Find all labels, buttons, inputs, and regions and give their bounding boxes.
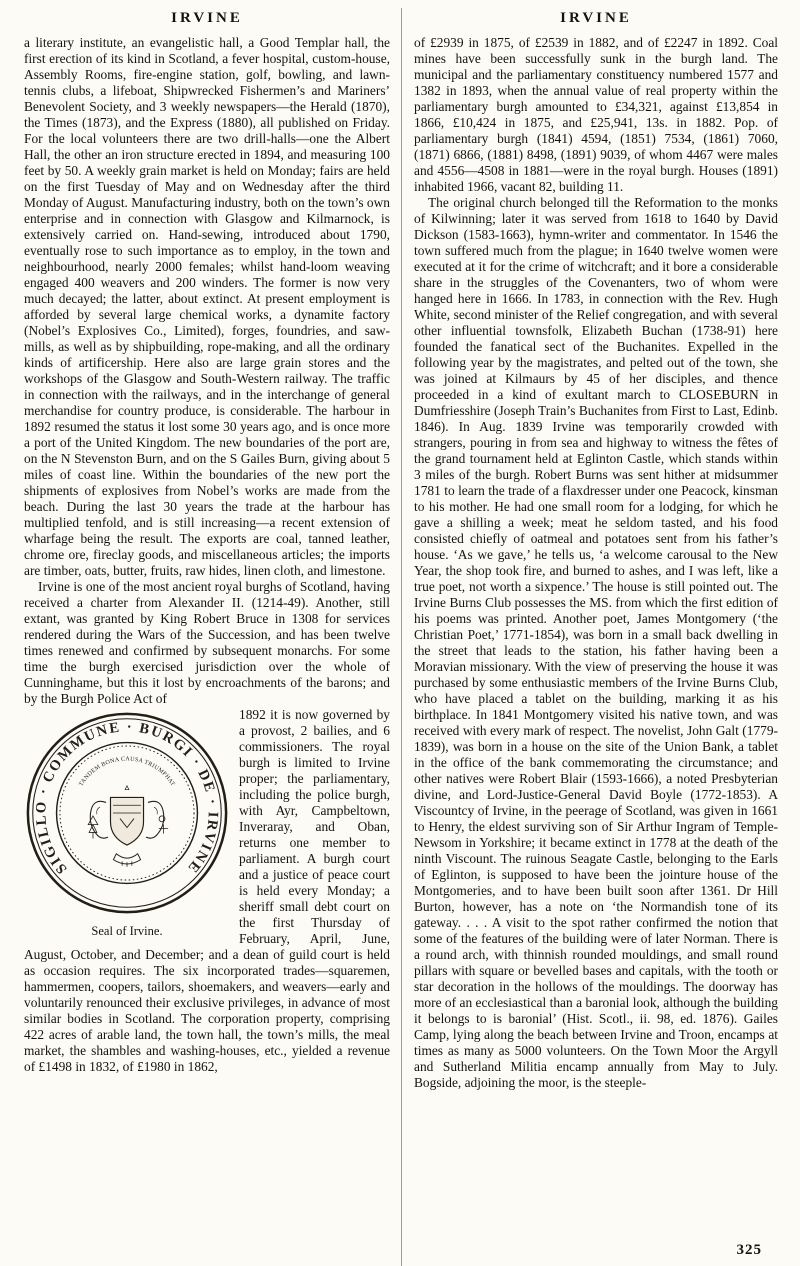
left-paragraph-1: a literary institute, an evangelistic hall, a Good Templar hall, the first erection of its kind in Scotland, a fever hospital, custom-house, Assembly Rooms, fire-engine station, golf, bowling, and lawn-tennis clubs, a lifeboat, Shipwrecked Fishermen’s and Mariners’ Benevolent Society, and 3 weekly newspapers—the Herald (1870), the Times (1873), and the Express (1880), all published on Friday. For the local volunteers there are two drill-halls—one the Albert Hall, the other an iron structure erected in 1894, and measuring 100 feet by 50. A weekly grain market is held on Monday; fairs are held on the first Tuesday of May and on Wednesday after the third Monday of August. Manufacturing industry, both on the town’s own enterprise and in connection with Glasgow and Kilmarnock, is extensively carried on. Hand-sewing, introduced about 1790, eventually rose to such importance as to employ, in the town and neighbourhood, nearly 2000 females; whilst hand-loom weaving engaged 400 weavers and 200 winders. The former is now very much decayed; the latter, about extinct. At present employment is afforded by several large chemical works, a dynamite factory (Nobel’s Explosives Co., Limited), forges, foundries, and saw-mills, as well as by shipbuilding, rope-making, and all the ordinary kinds of artificership. Here also are large grain stores and the workshops of the Glasgow and South-Western railway. The traffic in connection with the railways, and in the interchange of general merchandise for country produce, is considerable. The harbour in 1892 resumed the status it lost some 30 years ago, and is once more a port of the United Kingdom. The new boundaries of the port are, on the N Stevenston Burn, and on the S Gailes Burn, giving about 5 miles of coast line. Within the boundaries of the new port the shipments of explosives from Nobel’s works are made from the beach. During the last 30 years the trade at the harbour has multiplied tenfold, and is still increasing—a recent extension of wharfage being the result. The exports are coal, tanned leather, chrome ore, fireclay goods, and miscellaneous articles; the imports are timber, oats, butter, fruits, raw hides, linen cloth, and limestone. <box>24 35 390 578</box>
left-paragraph-2-continued: 1892 it is now governed by a provost, 2 bailies, and 6 commissioners. The royal burgh is limited to Irvine proper; the parliamentary, including the police burgh, with Ayr, Campbeltown, Inveraray, and Oban, returns one member to parliament. A burgh court and a justice of peace court is held every Monday; a sheriff small debt court on the first Thursday of February, April, June, August, October, and December; and a dean of guild court is held as occasion requires. The six incorporated trades—squaremen, hammermen, coopers, tailors, shoemakers, and weavers—early and voluntarily renounced their exclusive privileges, in advance of most similar bodies in Scotland. The corporation property, comprising 422 acres of arable land, the town hall, the town’s mills, the meal market, the shambles and washing-houses, etc., yielded a revenue of £1498 in 1832, of £1980 in 1862, <box>24 707 390 1074</box>
right-paragraph-1: of £2939 in 1875, of £2539 in 1882, and of £2247 in 1892. Coal mines have been successfully sunk in the burgh land. The municipal and the parliamentary constituency numbered 1577 and 1382 in 1893, when the annual value of real property within the parliamentary burgh amounted to £34,321, against £13,854 in 1866, £10,424 in 1875, and £25,941, 13s. in 1882. Pop. of parliamentary burgh (1841) 4594, (1851) 7534, (1861) 7060, (1871) 6866, (1881) 8498, (1891) 9039, of whom 4467 were males and 4556—4508 in 1881—were in the royal burgh. Houses (1891) inhabited 1966, vacant 82, building 11. <box>414 35 778 194</box>
page-number: 325 <box>736 1242 762 1258</box>
left-paragraph-2-start: Irvine is one of the most ancient royal burghs of Scotland, having received a charter from Alexander II. (1214-49). Another, still extant, was granted by King Robert Bruce in 1308 for services rendered during the Wars of the Succession, and has been twelve times renewed and confirmed by subsequent monarchs. For some time the burgh exercised jurisdiction over the whole of Cunninghame, but this it lost by encroachments of the barons; and by the Burgh Police Act of <box>24 579 390 706</box>
left-column <box>24 8 401 1266</box>
burgh-seal <box>24 710 230 939</box>
seal-wrap-region <box>24 707 390 1075</box>
seal-emblem <box>88 786 168 867</box>
seal-caption: Seal of Irvine. <box>91 924 163 938</box>
burgh-seal-image <box>24 710 230 916</box>
right-running-head: IRVINE <box>560 10 632 26</box>
seal-legend-text: SIGILLO · COMMUNE · BURGI · DE · IRVINE <box>33 719 221 877</box>
left-running-head: IRVINE <box>171 10 243 26</box>
svg-text:TANDEM BONA CAUSA TRIUMPHAT <box>78 756 175 787</box>
seal-motto-text: TANDEM BONA CAUSA TRIUMPHAT <box>78 756 176 788</box>
right-paragraph-2: The original church belonged till the Reformation to the monks of Kilwinning; later it was served from 1618 to 1640 by David Dickson (1583-1663), hymn-writer and commentator. In 1546 the town suffered much from the plague; in 1640 twelve women were executed at it for the crime of witchcraft; and it bore a considerable share in the struggles of the Covenanters, two of whom were hanged here in 1666. In 1783, in connection with the Rev. Hugh White, second minister of the Relief congregation, and with several other influential townsfolk, Elizabeth Buchan (1738-91) here founded the fanatical sect of the Buchanites. Expelled in the following year by the magistrates, and pelted out of the town, she was joined at Kilmaurs by 45 of her disciples, and thence proceeded in a kind of exultant march to CLOSEBURN in Dumfriesshire (Joseph Train’s Buchanites from First to Last, Edinb. 1846). In Aug. 1839 Irvine was temporarily crowded with strangers, pouring in from sea and highway to witness the fêtes of the grand tournament held at Eglinton Castle, which stands within 3 miles of the burgh. Robert Burns was sent hither at midsummer 1781 to learn the trade of a flaxdresser under one Peacock, kinsman to his mother. He had one small room for a lodging, for which he gave a shilling a week; meat he seldom tasted, and his food consisted chiefly of oatmeal and potatoes sent from his father’s house. ‘As we gave,’ he tells us, ‘a welcome carousal to the New Year, the shop took fire, and burned to ashes, and I was left, like a true poet, not worth a sixpence.’ The house is still pointed out. The Irvine Burns Club possesses the MS. from which the first edition of his poems was printed. Another poet, James Montgomery (‘the Christian Poet,’ 1771-1854), was born in a small back dwelling in the street that leads to the station, his father having been a Moravian missionary. With the view of preserving the house it was purchased by some enthusiastic members of the Irvine Burns Club, who have placed a tablet on the building, marking it as his birthplace. In 1841 Montgomery visited his native town, and was received with every mark of respect. The novelist, John Galt (1779-1839), was born in a house on the site of the Union Bank, a tablet in the office of the bank commemorating the circumstance; and other natives were Robert Blair (1593-1666), a noted Presbyterian divine, and Lord-Justice-General David Boyle (1772-1853). A Viscountcy of Irvine, in the peerage of Scotland, was given in 1661 to Henry, the eldest surviving son of Sir Arthur Ingram of Temple-Newsom in Yorkshire; it became extinct in 1778 at the death of the ninth Viscount. The ruinous Seagate Castle, belonging to the Earls of Eglinton, is supposed to have been the jointure house of the Montgomeries, and to have been built soon after 1361. Dr Hill Burton, however, has a note on ‘the Normandish tone of its gateway. . . . A visit to the spot rather confirmed the notion that some of the features of the building were of later Norman. There is a round arch, with thinnish rounded mouldings, and small round pillars with square or bevelled bases and capitals, with the tooth or star decoration in the hollows of the mouldings. The doorway has more of an ecclesiastical than a baronial look, although the building it belongs to is baronial’ (Hist. Scotl., ii. 98, ed. 1876). Gailes Camp, lying along the beach between Irvine and Troon, encamps at times as many as 5000 volunteers. On the Town Moor the Argyll and Sutherland Militia encamp annually from May to July. Bogside, adjoining the moor, is the steeple- <box>414 195 778 1090</box>
right-column <box>401 8 778 1266</box>
two-column-layout <box>24 8 778 1266</box>
